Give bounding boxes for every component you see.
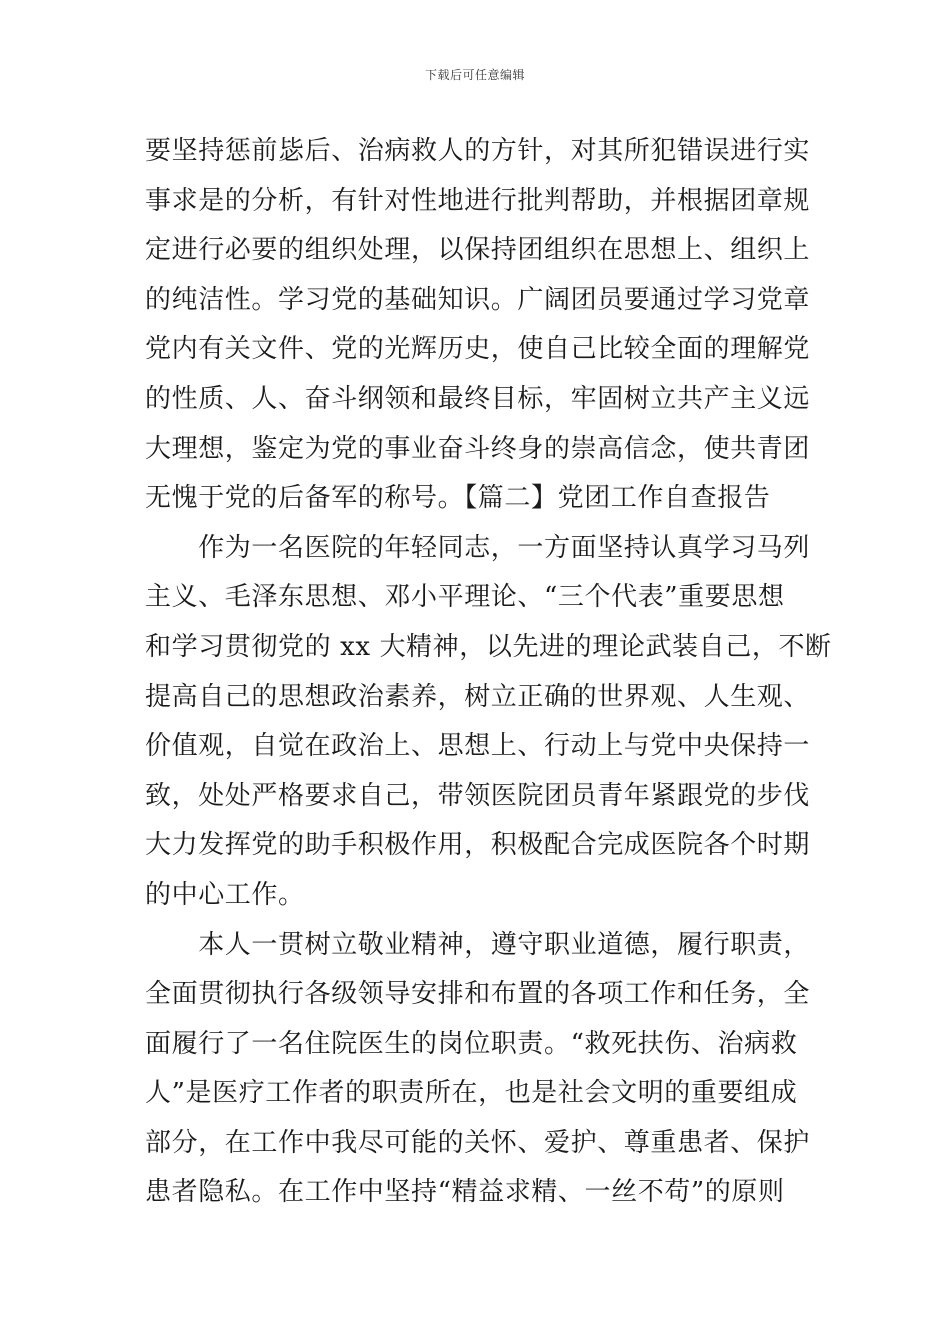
header-note: 下载后可任意编辑 [424, 68, 525, 82]
text-line: 全面贯彻执行各级领导安排和布置的各项工作和任务，全 [145, 979, 811, 1010]
text-line: 大理想，鉴定为党的事业奋斗终身的崇高信念，使共青团 [145, 433, 811, 464]
document-body [145, 127, 832, 1218]
text-line: 面履行了一名住院医生的岗位职责。“救死扶伤、治病救 [145, 1028, 798, 1059]
text-line: 患者隐私。在工作中坚持“精益求精、一丝不苟”的原则 [145, 1177, 785, 1208]
text-line: 价值观，自觉在政治上、思想上、行动上与党中央保持一 [145, 731, 811, 762]
text-line: 无愧于党的后备军的称号。【篇二】党团工作自查报告 [145, 483, 771, 514]
text-line: 的性质、人、奋斗纲领和最终目标，牢固树立共产主义远 [145, 383, 811, 414]
text-line: 定进行必要的组织处理，以保持团组织在思想上、组织上 [145, 235, 811, 266]
text-line: 的纯洁性。学习党的基础知识。广阔团员要通过学习党章 [145, 284, 811, 315]
text-line: 党内有关文件、党的光辉历史，使自己比较全面的理解党 [145, 334, 811, 365]
text-line: 部分，在工作中我尽可能的关怀、爱护、尊重患者、保护 [145, 1127, 811, 1158]
text-line: 作为一名医院的年轻同志，一方面坚持认真学习马列 [145, 532, 811, 563]
text-line: 提高自己的思想政治素养，树立正确的世界观、人生观、 [145, 681, 811, 712]
text-line: 事求是的分析，有针对性地进行批判帮助，并根据团章规 [145, 185, 811, 216]
text-line: 要坚持惩前毖后、治病救人的方针，对其所犯错误进行实 [145, 136, 811, 166]
text-line: 和学习贯彻党的 xx 大精神，以先进的理论武装自己，不断 [145, 631, 832, 662]
text-line: 本人一贯树立敬业精神，遵守职业道德，履行职责， [145, 929, 811, 960]
text-line: 大力发挥党的助手积极作用，积极配合完成医院各个时期 [145, 830, 811, 861]
text-line: 的中心工作。 [145, 879, 305, 910]
text-line: 主义、毛泽东思想、邓小平理论、“三个代表”重要思想 [145, 582, 785, 613]
text-line: 人”是医疗工作者的职责所在，也是社会文明的重要组成 [145, 1078, 798, 1109]
text-line: 致，处处严格要求自己，带领医院团员青年紧跟党的步伐 [145, 780, 811, 811]
